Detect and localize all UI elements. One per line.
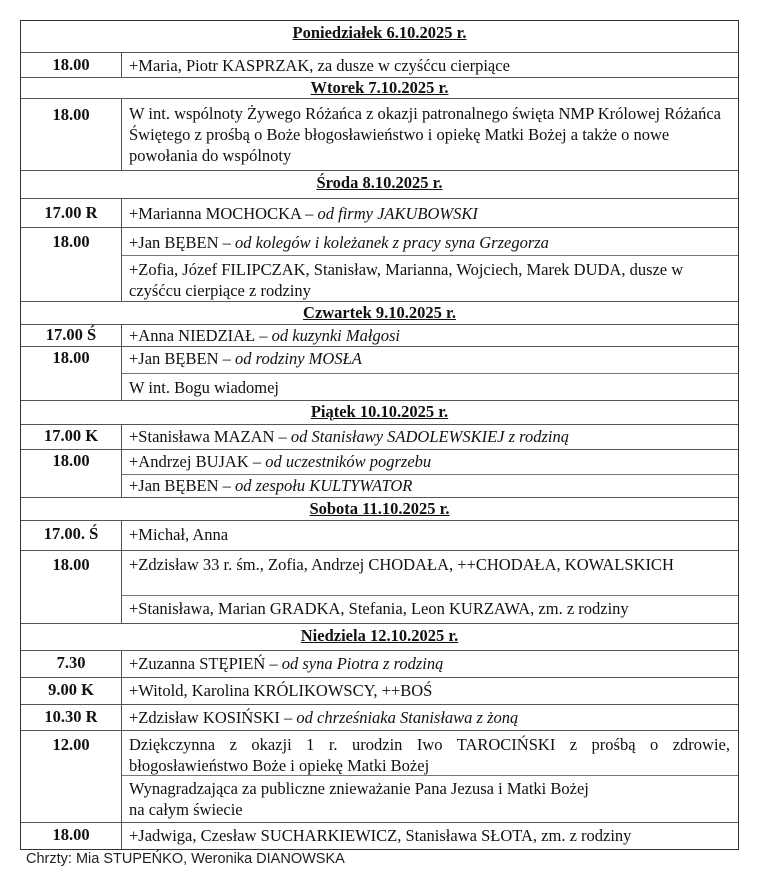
slot-time: 17.00 Ś (21, 325, 122, 346)
slot-row (21, 425, 738, 450)
intention: +Marianna MOCHOCKA – od firmy JAKUBOWSKI (129, 204, 478, 223)
slot-time: 18.00 (21, 823, 122, 849)
slot-row (21, 551, 738, 624)
intention-note: od chrześniaka Stanisława z żoną (296, 708, 519, 727)
slot-time: 18.00 (21, 347, 122, 400)
slot-row (21, 823, 738, 849)
intention: +Zdzisław 33 r. śm., Zofia, Andrzej CHODAŁA, ++CHODAŁA, KOWALSKICH (122, 551, 738, 596)
intention: +Michał, Anna (129, 525, 229, 544)
slot-row (21, 731, 738, 823)
intention: +Stanisława MAZAN – od Stanisławy SADOLEWSKIEJ z rodziną (129, 427, 569, 446)
slot-time: 18.00 (21, 99, 122, 170)
intention: +Zuzanna STĘPIEŃ – od syna Piotra z rodziną (129, 654, 444, 673)
intention-note: od kuzynki Małgosi (271, 326, 400, 345)
intention-note: od Stanisławy SADOLEWSKIEJ z rodziną (290, 427, 569, 446)
day-header-wednesday (21, 171, 738, 199)
slot-time: 10.30 R (21, 705, 122, 730)
intention-note: od firmy JAKUBOWSKI (317, 204, 478, 223)
slot-time: 18.00 (21, 53, 122, 77)
day-title: Poniedziałek 6.10.2025 r. (292, 23, 467, 42)
day-header-monday (21, 21, 738, 53)
intention: +Anna NIEDZIAŁ – od kuzynki Małgosi (129, 326, 400, 345)
intention-note: od kolegów i koleżanek z pracy syna Grzegorza (235, 233, 549, 252)
day-title: Środa 8.10.2025 r. (316, 173, 443, 192)
slot-time: 18.00 (21, 228, 122, 301)
intention-note: od zespołu KULTYWATOR (235, 476, 413, 495)
intention: Dziękczynna z okazji 1 r. urodzin Iwo TAROCIŃSKI z prośbą o zdrowie, błogosławieństwo Boże i opiekę Matki Bożej (122, 731, 738, 776)
intention-note: od syna Piotra z rodziną (281, 654, 444, 673)
intention: +Zdzisław KOSIŃSKI – od chrześniaka Stanisława z żoną (129, 708, 519, 727)
slot-row (21, 53, 738, 78)
slot-time: 18.00 (21, 551, 122, 623)
intention: W int. Bogu wiadomej (129, 378, 280, 397)
intention: +Zofia, Józef FILIPCZAK, Stanisław, Marianna, Wojciech, Marek DUDA, dusze w czyśćcu cierpiące z rodziny (129, 260, 684, 300)
slot-row (21, 325, 738, 347)
slot-row (21, 705, 738, 731)
slot-time: 9.00 K (21, 678, 122, 704)
slot-row (21, 450, 738, 498)
slot-time: 18.00 (21, 450, 122, 497)
baptisms-note: Chrzty: Mia STUPEŃKO, Weronika DIANOWSKA (26, 851, 345, 867)
intention: +Witold, Karolina KRÓLIKOWSCY, ++BOŚ (129, 681, 433, 700)
mass-intentions-table (20, 20, 739, 850)
intention: +Jan BĘBEN – od rodziny MOSŁA (122, 347, 738, 374)
day-header-tuesday (21, 78, 738, 99)
slot-row (21, 99, 738, 171)
intention: +Jan BĘBEN – od zespołu KULTYWATOR (129, 476, 413, 495)
slot-time: 17.00. Ś (21, 521, 122, 550)
day-title: Sobota 11.10.2025 r. (309, 499, 450, 518)
day-title: Wtorek 7.10.2025 r. (310, 78, 449, 97)
day-title: Piątek 10.10.2025 r. (310, 402, 449, 421)
day-header-thursday (21, 302, 738, 325)
intention: +Jadwiga, Czesław SUCHARKIEWICZ, Stanisława SŁOTA, zm. z rodziny (129, 826, 632, 845)
slot-row (21, 651, 738, 678)
intention: +Jan BĘBEN – od kolegów i koleżanek z pracy syna Grzegorza (122, 228, 738, 256)
intention-note: od rodziny MOSŁA (235, 349, 362, 368)
slot-row (21, 678, 738, 705)
day-header-friday (21, 401, 738, 425)
intention-note: od uczestników pogrzebu (265, 452, 432, 471)
day-header-saturday (21, 498, 738, 521)
intention: Wynagradzająca za publiczne znieważanie Pana Jezusa i Matki Bożej na całym świecie (129, 779, 589, 819)
intention: +Maria, Piotr KASPRZAK, za dusze w czyśćcu cierpiące (129, 56, 510, 75)
slot-row (21, 228, 738, 302)
day-header-sunday (21, 624, 738, 651)
intention: W int. wspólnoty Żywego Różańca z okazji patronalnego święta NMP Królowej Różańca Świętego z prośbą o Boże błogosławieństwo i opiekę Matki Bożej a także o nowe powołania do wspólnoty (129, 104, 722, 165)
day-title: Niedziela 12.10.2025 r. (300, 626, 459, 645)
slot-time: 17.00 R (21, 199, 122, 227)
slot-row (21, 521, 738, 551)
intention: +Stanisława, Marian GRADKA, Stefania, Leon KURZAWA, zm. z rodziny (129, 599, 629, 618)
slot-row (21, 199, 738, 228)
slot-time: 12.00 (21, 731, 122, 822)
intention: +Andrzej BUJAK – od uczestników pogrzebu (122, 450, 738, 475)
slot-time: 17.00 K (21, 425, 122, 449)
slot-row (21, 347, 738, 401)
day-title: Czwartek 9.10.2025 r. (303, 303, 456, 322)
slot-time: 7.30 (21, 651, 122, 677)
